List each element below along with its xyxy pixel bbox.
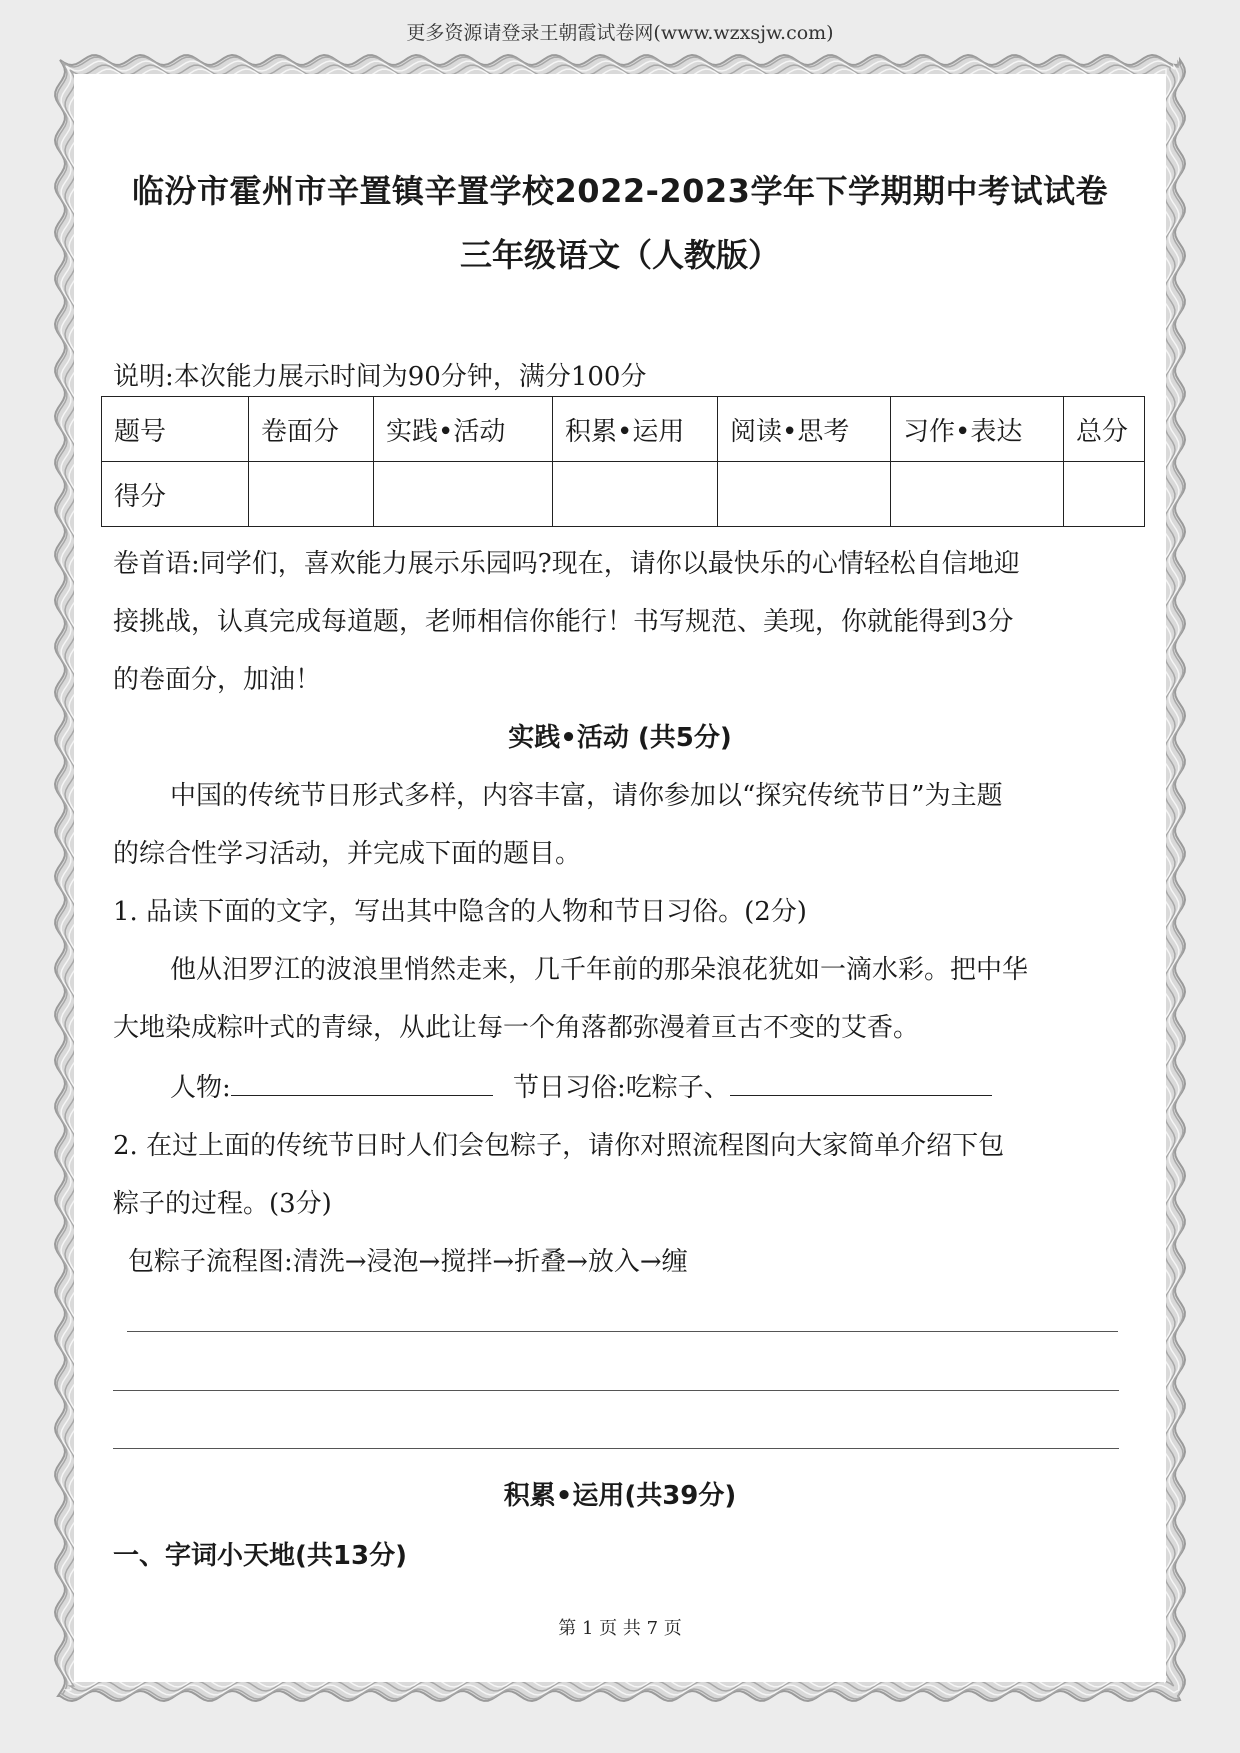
answer-row-q1 (170, 1067, 992, 1104)
section-heading-practice: 实践•活动 (共5分) (508, 723, 732, 753)
score-table-score-row (102, 462, 1145, 527)
intro-line: 卷首语:同学们，喜欢能力展示乐园吗?现在，请你以最快乐的心情轻松自信地迎 (113, 549, 1020, 579)
passage-line: 大地染成粽叶式的青绿，从此让每一个角落都弥漫着亘古不变的艾香。 (113, 1013, 920, 1043)
paragraph-line: 的综合性学习活动，并完成下面的题目。 (113, 839, 582, 869)
exam-title: 临汾市霍州市辛置镇辛置学校2022-2023学年下学期期中考试试卷 (132, 172, 1108, 210)
table-header-cell: 实践•活动 (374, 397, 553, 462)
table-header-cell: 题号 (102, 397, 249, 462)
custom-label: 节日习俗:吃粽子、 (513, 1073, 730, 1103)
score-cell[interactable] (553, 462, 718, 527)
intro-line: 接挑战，认真完成每道题，老师相信你能行！书写规范、美现，你就能得到3分 (113, 607, 1014, 637)
table-row-label: 得分 (102, 462, 249, 527)
flow-chart-text: 包粽子流程图:清洗→浸泡→搅拌→折叠→放入→缠 (128, 1247, 688, 1277)
answer-line[interactable] (127, 1331, 1118, 1332)
watermark: 更多资源请登录王朝霞试卷网(www.wzxsjw.com) (406, 22, 834, 44)
score-cell[interactable] (891, 462, 1064, 527)
exam-subtitle: 三年级语文（人教版） (459, 236, 780, 274)
answer-line[interactable] (113, 1448, 1119, 1449)
instructions: 说明:本次能力展示时间为90分钟，满分100分 (113, 362, 647, 392)
question-1: 1. 品读下面的文字，写出其中隐含的人物和节日习俗。(2分) (113, 897, 807, 927)
person-answer-blank[interactable] (231, 1073, 493, 1096)
person-label: 人物: (170, 1073, 231, 1103)
table-header-cell: 总分 (1064, 397, 1145, 462)
table-header-cell: 积累•运用 (553, 397, 718, 462)
score-cell[interactable] (374, 462, 553, 527)
paragraph-line: 中国的传统节日形式多样，内容丰富，请你参加以“探究传统节日”为主题 (170, 781, 1003, 811)
score-table-header-row (102, 397, 1145, 462)
custom-answer-blank[interactable] (730, 1073, 992, 1096)
answer-line[interactable] (113, 1390, 1119, 1391)
score-table (101, 396, 1145, 527)
section-heading-accumulation: 积累•运用(共39分) (503, 1481, 737, 1511)
score-cell[interactable] (1064, 462, 1145, 527)
question-2: 2. 在过上面的传统节日时人们会包粽子，请你对照流程图向大家简单介绍下包 (113, 1131, 1005, 1161)
score-cell[interactable] (249, 462, 374, 527)
table-header-cell: 卷面分 (249, 397, 374, 462)
question-2-cont: 粽子的过程。(3分) (113, 1189, 332, 1219)
table-header-cell: 习作•表达 (891, 397, 1064, 462)
intro-line: 的卷面分，加油！ (113, 665, 322, 695)
passage-line: 他从汨罗江的波浪里悄然走来，几千年前的那朵浪花犹如一滴水彩。把中华 (170, 955, 1029, 985)
table-header-cell: 阅读•思考 (718, 397, 891, 462)
page-footer: 第 1 页 共 7 页 (558, 1618, 682, 1639)
subsection-heading: 一、字词小天地(共13分) (113, 1541, 407, 1571)
score-cell[interactable] (718, 462, 891, 527)
